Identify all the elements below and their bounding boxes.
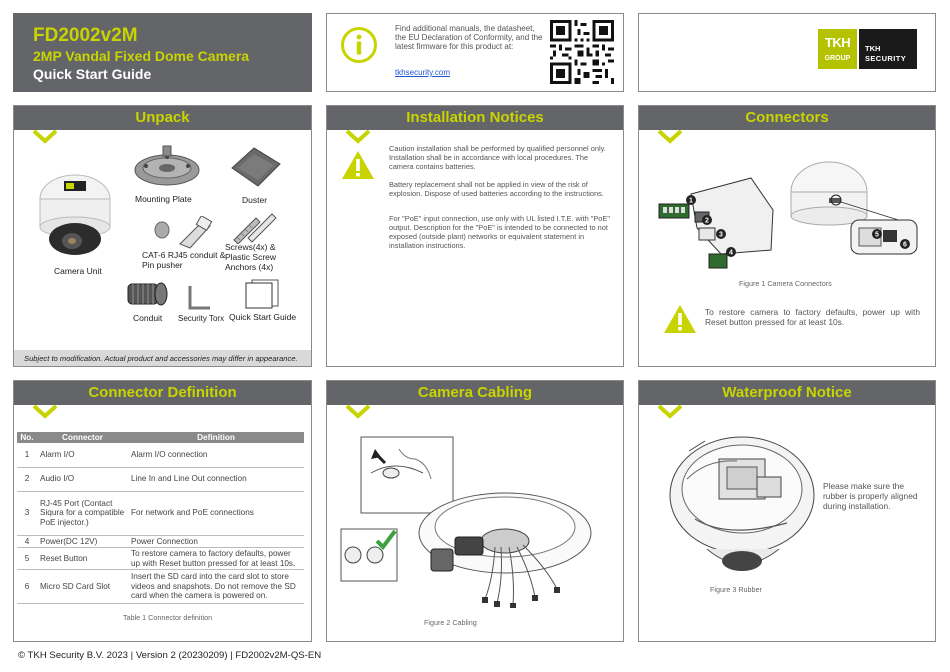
title-panel <box>13 13 312 92</box>
waterproof-panel <box>638 380 936 642</box>
connectors-header: Connectors <box>639 106 935 130</box>
quick-start-guide-label: Quick Start Guide <box>229 312 297 322</box>
cabling-figure <box>335 429 619 609</box>
figure-3-caption: Figure 3 Rubber <box>710 585 762 594</box>
install-notice-3: For "PoE" input connection, use only with UL listed I.T.E. with "PoE" output. Description for the "PoE" is intended to be connected to not exposed (outside plant) networks or equivalent statement in installation instructions. <box>389 214 610 250</box>
camera-unit-label: Camera Unit <box>54 266 102 276</box>
guide-title: Quick Start Guide <box>33 66 152 82</box>
table-1-caption: Table 1 Connector definition <box>123 613 213 622</box>
table-row: 1 Alarm I/O Alarm I/O connection <box>17 443 304 467</box>
unpack-note-bar <box>14 350 311 367</box>
chevron-down-icon <box>657 130 683 144</box>
camera-cabling-panel <box>326 380 624 642</box>
warning-icon <box>341 150 375 180</box>
product-subtitle: 2MP Vandal Fixed Dome Camera <box>33 48 250 64</box>
callout-3: 3 <box>719 231 723 239</box>
connector-definition-header: Connector Definition <box>14 381 311 405</box>
callout-2: 2 <box>705 217 709 225</box>
install-notice-1: Caution installation shall be performed by qualified personnel only. Installation shall be in accordance with local procedures. The camera contains batteries. <box>389 144 606 171</box>
info-text: Find additional manuals, the datasheet, the EU Declaration of Conformity, and the latest firmware for this product at: <box>395 24 543 52</box>
installation-panel <box>326 105 624 367</box>
reset-instruction: To restore camera to factory defaults, power up with Reset button pressed for at least 10s. <box>705 307 920 327</box>
mounting-plate-label: Mounting Plate <box>135 194 192 204</box>
waterproof-header: Waterproof Notice <box>639 381 935 405</box>
cat6-label: CAT-6 RJ45 conduit & Pin pusher <box>142 250 226 270</box>
camera-unit-image <box>36 169 114 259</box>
chevron-down-icon <box>345 130 371 144</box>
chevron-down-icon <box>657 405 683 419</box>
conduit-label: Conduit <box>133 313 163 323</box>
col-connector: Connector <box>37 432 128 443</box>
website-link[interactable]: tkhsecurity.com <box>395 68 450 77</box>
figure-1-caption: Figure 1 Camera Connectors <box>739 279 832 288</box>
table-row: 5 Reset Button To restore camera to factory defaults, power up with Reset button pressed for at least 10s. <box>17 548 304 570</box>
unpack-header: Unpack <box>14 106 311 130</box>
callout-5: 5 <box>875 231 879 239</box>
duster-image <box>228 144 284 190</box>
installation-header: Installation Notices <box>327 106 623 130</box>
camera-cabling-header: Camera Cabling <box>327 381 623 405</box>
screws-label: Screws(4x) & Plastic Screw Anchors (4x) <box>225 242 277 272</box>
install-notice-2: Battery replacement shall not be applied in view of the risk of explosion. Dispose of used batteries according to the instructions. <box>389 180 604 198</box>
chevron-down-icon <box>32 405 58 419</box>
info-icon <box>340 26 378 64</box>
col-definition: Definition <box>128 432 304 443</box>
table-row: 4 Power(DC 12V) Power Connection <box>17 535 304 548</box>
logo-panel <box>638 13 936 92</box>
table-row: 3 RJ-45 Port (Contact Siqura for a compatible PoE injector.) For network and PoE connections <box>17 491 304 535</box>
duster-label: Duster <box>242 195 268 205</box>
chevron-down-icon <box>32 130 58 144</box>
camera-connectors-figure <box>651 154 923 272</box>
model-title: FD2002v2M <box>33 25 138 46</box>
footer-text: © TKH Security B.V. 2023 | Version 2 (20230209) | FD2002v2M-QS-EN <box>18 650 322 661</box>
unpack-panel <box>13 105 312 367</box>
mounting-plate-image <box>132 144 202 192</box>
security-torx-image <box>184 284 214 314</box>
conduit-image <box>124 276 170 312</box>
qr-code <box>550 20 614 84</box>
tkh-group-logo: TKH GROUP <box>818 29 857 69</box>
callout-4: 4 <box>729 249 733 257</box>
table-header-row <box>17 432 304 443</box>
screws-image <box>228 210 284 244</box>
quick-start-guide-image <box>244 278 280 310</box>
connectors-panel <box>638 105 936 367</box>
connector-table <box>17 432 304 604</box>
rubber-figure <box>667 429 817 581</box>
cat6-pin-pusher-image <box>152 216 222 252</box>
chevron-down-icon <box>345 405 371 419</box>
waterproof-text: Please make sure the rubber is properly aligned during installation. <box>823 481 918 511</box>
tkh-security-logo: TKH SECURITY <box>859 29 917 69</box>
col-no: No. <box>17 432 37 443</box>
callout-6: 6 <box>903 241 907 249</box>
figure-2-caption: Figure 2 Cabling <box>424 618 477 627</box>
table-row: 6 Micro SD Card Slot Insert the SD card into the card slot to store videos and snapshots. Do not remove the SD card when the camera is powered on. <box>17 570 304 604</box>
callout-1: 1 <box>689 197 693 205</box>
table-row: 2 Audio I/O Line In and Line Out connection <box>17 467 304 491</box>
warning-icon <box>663 304 697 334</box>
info-panel <box>326 13 624 92</box>
unpack-note: Subject to modification. Actual product and accessories may differ in appearance. <box>24 354 298 363</box>
security-torx-label: Security Torx <box>178 314 225 323</box>
